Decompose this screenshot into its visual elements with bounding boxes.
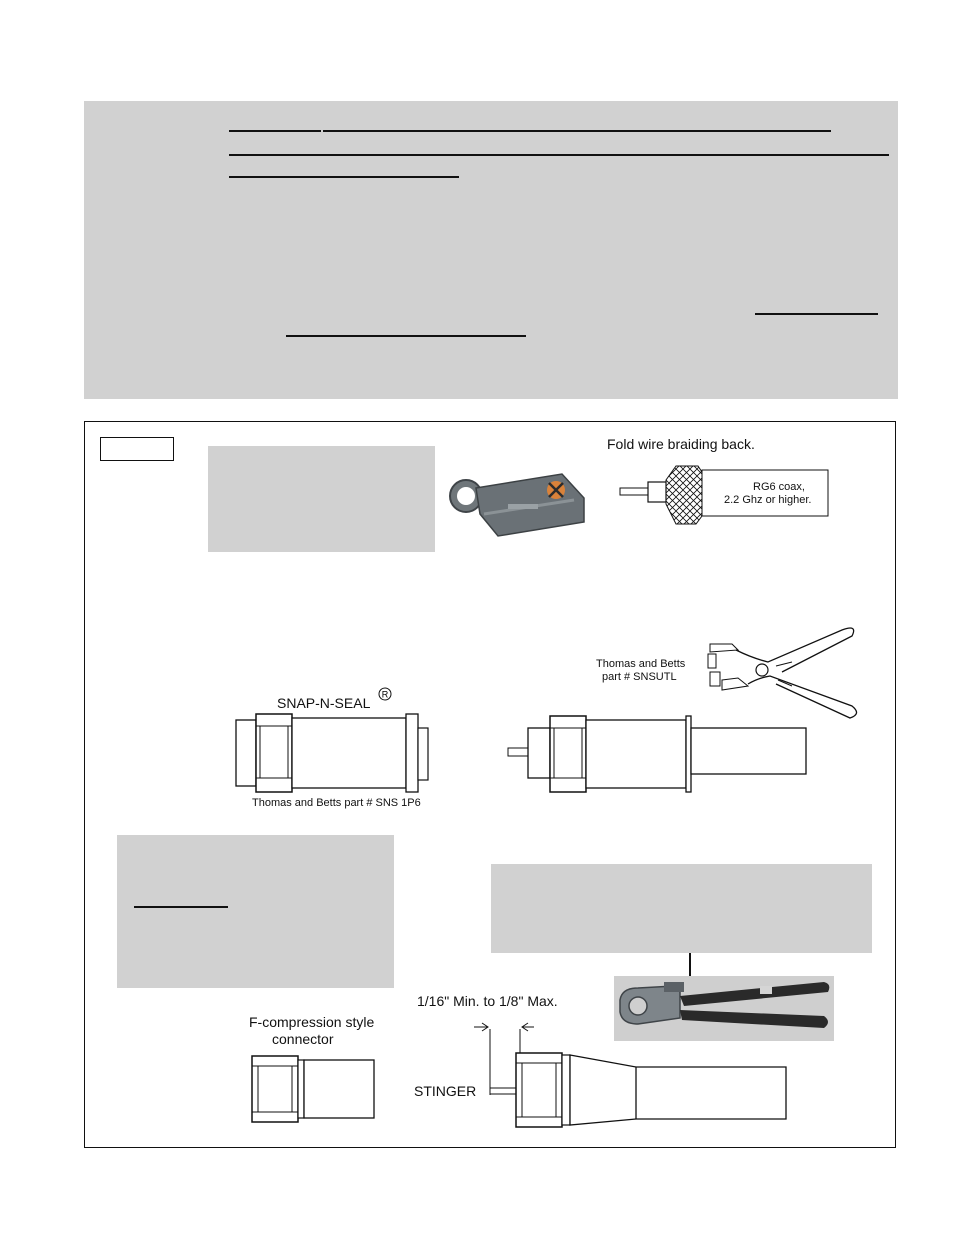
stinger-connector-diagram: [470, 1015, 790, 1130]
underline-rule: [755, 313, 878, 315]
snap-part-label: Thomas and Betts part # SNS 1P6: [252, 797, 421, 809]
snap-n-seal-connector: [234, 712, 434, 796]
underline-rule: [286, 335, 526, 337]
braid-caption: Fold wire braiding back.: [607, 436, 755, 452]
instruction-panel: [84, 101, 898, 399]
underline-rule: [134, 906, 228, 908]
underline-rule: [229, 176, 459, 178]
f-compression-connector: [250, 1054, 380, 1124]
crimp-pliers-icon: [692, 622, 862, 726]
note-box-crimp: [491, 864, 872, 953]
coax-label-line1: RG6 coax,: [753, 481, 805, 493]
fcomp-label-line1: F-compression style: [249, 1014, 375, 1030]
note-box-strip: [208, 446, 435, 552]
step-tag: [100, 437, 174, 461]
underline-rule: [323, 130, 831, 132]
fcomp-label-line2: connector: [272, 1031, 334, 1047]
snap-title: [277, 695, 370, 711]
installed-connector: [506, 712, 812, 796]
tool-label-line1: Thomas and Betts: [596, 658, 686, 670]
coax-label-line2: 2.2 Ghz or higher.: [724, 494, 812, 506]
underline-rule: [229, 154, 889, 156]
coax-stripper-icon: [444, 470, 594, 550]
note-box-compression: [117, 835, 394, 988]
dimension-label: 1/16" Min. to 1/8" Max.: [417, 993, 558, 1009]
snap-title-text: SNAP-N-SEAL: [277, 695, 371, 711]
stinger-label: STINGER: [414, 1083, 477, 1099]
registered-mark: [378, 687, 392, 701]
underline-rule: [229, 130, 321, 132]
leader-line: [689, 953, 691, 977]
tool-label-line2: part # SNSUTL: [602, 671, 677, 683]
registered-mark-letter: R: [381, 689, 389, 700]
